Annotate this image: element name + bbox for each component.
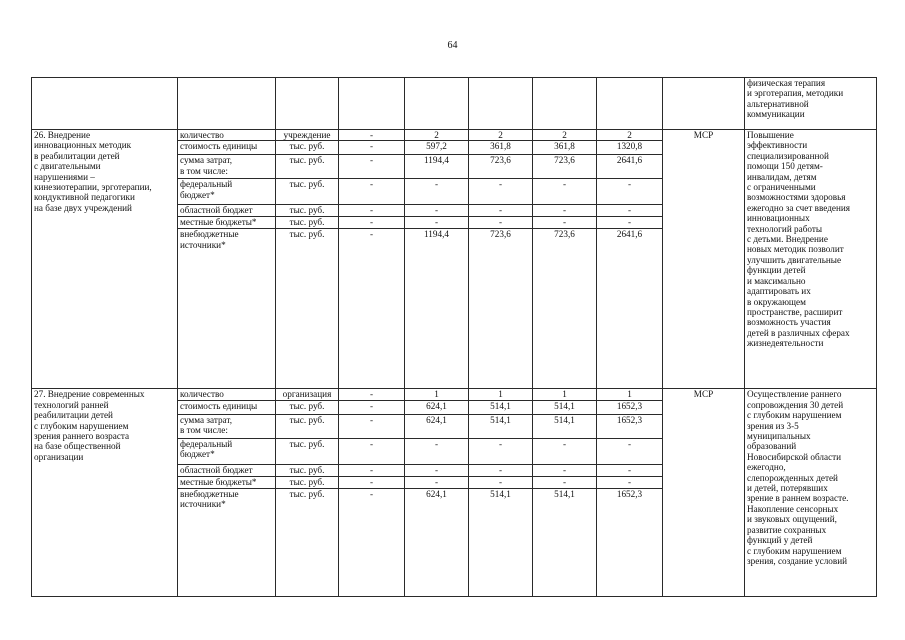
value-cell: 723,6 xyxy=(469,155,533,179)
value-cell: - xyxy=(339,476,405,488)
value-cell: 1652,3 xyxy=(597,414,663,438)
indicator-cell: федеральный бюджет* xyxy=(178,438,276,464)
continuation-row xyxy=(32,78,877,130)
value-cell: 1652,3 xyxy=(597,400,663,414)
value-cell: - xyxy=(405,464,469,476)
value-cell: - xyxy=(339,488,405,596)
value-cell: 1652,3 xyxy=(597,488,663,596)
value-cell: 514,1 xyxy=(533,414,597,438)
unit-cell: учреждение xyxy=(276,130,339,141)
empty-cell xyxy=(405,78,469,130)
empty-cell xyxy=(469,78,533,130)
value-cell: - xyxy=(339,141,405,155)
outcome-cell: Повышение эффективности специализированной помощи 150 детям- инвалидам, детям с ограниченными возможностями здоровья ежегодно за счет введения инновационных технологий работы с детьми. Внедрение новых методик позволит улучшить двигательные функции детей и максимально адаптировать их в окружающем пространстве, расширит возможность участия детей в различных сферах жизнедеятельности xyxy=(745,130,877,389)
value-cell: - xyxy=(339,400,405,414)
outcome-cell: Осуществление раннего сопровождения 30 детей с глубоким нарушением зрения из 3-5 муниципальных образований Новосибирской области ежегодно, слепорожденных детей и детей, потерявших зрение в раннем возрасте. Накопление сенсорных и звуковых ощущений, развитие сохранных функций у детей с глубоким нарушением зрения, создание условий xyxy=(745,389,877,596)
empty-cell xyxy=(663,78,745,130)
value-cell: - xyxy=(339,130,405,141)
value-cell: 1320,8 xyxy=(597,141,663,155)
value-cell: - xyxy=(597,476,663,488)
value-cell: 514,1 xyxy=(469,400,533,414)
value-cell: - xyxy=(339,414,405,438)
indicator-cell: количество xyxy=(178,389,276,400)
value-cell: 1 xyxy=(469,389,533,400)
table-body xyxy=(32,78,877,597)
indicator-cell: местные бюджеты* xyxy=(178,476,276,488)
value-cell: - xyxy=(533,205,597,217)
value-cell: - xyxy=(469,205,533,217)
value-cell: - xyxy=(339,155,405,179)
unit-cell: тыс. руб. xyxy=(276,476,339,488)
value-cell: - xyxy=(533,179,597,205)
value-cell: - xyxy=(339,229,405,389)
unit-cell: тыс. руб. xyxy=(276,179,339,205)
value-cell: 2641,6 xyxy=(597,229,663,389)
indicator-cell: местные бюджеты* xyxy=(178,217,276,229)
value-cell: 514,1 xyxy=(533,488,597,596)
value-cell: - xyxy=(339,438,405,464)
unit-cell: тыс. руб. xyxy=(276,217,339,229)
value-cell: 2 xyxy=(597,130,663,141)
value-cell: - xyxy=(405,205,469,217)
value-cell: 723,6 xyxy=(469,229,533,389)
value-cell: 723,6 xyxy=(533,155,597,179)
empty-cell xyxy=(178,78,276,130)
value-cell: - xyxy=(339,205,405,217)
executor-cell: МСР xyxy=(663,389,745,596)
indicator-cell: областной бюджет xyxy=(178,464,276,476)
value-cell: - xyxy=(597,205,663,217)
value-cell: - xyxy=(469,217,533,229)
indicator-cell: внебюджетные источники* xyxy=(178,488,276,596)
value-cell: 723,6 xyxy=(533,229,597,389)
unit-cell: тыс. руб. xyxy=(276,400,339,414)
value-cell: 624,1 xyxy=(405,400,469,414)
table-row xyxy=(32,130,877,141)
value-cell: 2 xyxy=(533,130,597,141)
value-cell: - xyxy=(469,476,533,488)
unit-cell: тыс. руб. xyxy=(276,414,339,438)
value-cell: 1194,4 xyxy=(405,229,469,389)
value-cell: 2641,6 xyxy=(597,155,663,179)
value-cell: 361,8 xyxy=(533,141,597,155)
value-cell: - xyxy=(339,389,405,400)
indicator-cell: внебюджетные источники* xyxy=(178,229,276,389)
unit-cell: тыс. руб. xyxy=(276,205,339,217)
indicator-cell: сумма затрат, в том числе: xyxy=(178,414,276,438)
empty-cell xyxy=(597,78,663,130)
unit-cell: организация xyxy=(276,389,339,400)
value-cell: 514,1 xyxy=(469,488,533,596)
empty-cell xyxy=(276,78,339,130)
unit-cell: тыс. руб. xyxy=(276,464,339,476)
value-cell: 2 xyxy=(469,130,533,141)
indicator-cell: федеральный бюджет* xyxy=(178,179,276,205)
value-cell: 1 xyxy=(597,389,663,400)
value-cell: - xyxy=(339,464,405,476)
unit-cell: тыс. руб. xyxy=(276,438,339,464)
value-cell: - xyxy=(597,438,663,464)
value-cell: - xyxy=(597,179,663,205)
value-cell: 1 xyxy=(533,389,597,400)
page-number: 64 xyxy=(447,40,458,51)
indicator-cell: сумма затрат, в том числе: xyxy=(178,155,276,179)
executor-cell: МСР xyxy=(663,130,745,389)
value-cell: - xyxy=(405,476,469,488)
value-cell: - xyxy=(597,217,663,229)
value-cell: 514,1 xyxy=(533,400,597,414)
value-cell: - xyxy=(533,464,597,476)
activity-name-cell: 27. Внедрение современных технологий ранней реабилитации детей с глубоким нарушением зрения раннего возраста на базе общественной организации xyxy=(32,389,178,596)
value-cell: 2 xyxy=(405,130,469,141)
unit-cell: тыс. руб. xyxy=(276,488,339,596)
activity-name-cell: 26. Внедрение инновационных методик в реабилитации детей с двигательными нарушениями – кинезиотерапии, эрготерапии, кондуктивной педагогики на базе двух учреждений xyxy=(32,130,178,389)
value-cell: - xyxy=(469,438,533,464)
unit-cell: тыс. руб. xyxy=(276,229,339,389)
table-row xyxy=(32,389,877,400)
value-cell: - xyxy=(405,179,469,205)
value-cell: 1194,4 xyxy=(405,155,469,179)
value-cell: - xyxy=(533,217,597,229)
indicator-cell: количество xyxy=(178,130,276,141)
empty-cell xyxy=(533,78,597,130)
value-cell: - xyxy=(469,464,533,476)
value-cell: - xyxy=(469,179,533,205)
value-cell: - xyxy=(405,438,469,464)
indicator-cell: стоимость единицы xyxy=(178,400,276,414)
value-cell: 597,2 xyxy=(405,141,469,155)
value-cell: 624,1 xyxy=(405,488,469,596)
value-cell: - xyxy=(339,217,405,229)
value-cell: - xyxy=(533,438,597,464)
value-cell: - xyxy=(405,217,469,229)
empty-cell xyxy=(32,78,178,130)
unit-cell: тыс. руб. xyxy=(276,155,339,179)
value-cell: - xyxy=(339,179,405,205)
value-cell: 624,1 xyxy=(405,414,469,438)
value-cell: 361,8 xyxy=(469,141,533,155)
empty-cell xyxy=(339,78,405,130)
program-table xyxy=(31,77,877,597)
value-cell: 1 xyxy=(405,389,469,400)
indicator-cell: областной бюджет xyxy=(178,205,276,217)
unit-cell: тыс. руб. xyxy=(276,141,339,155)
value-cell: - xyxy=(533,476,597,488)
value-cell: - xyxy=(597,464,663,476)
indicator-cell: стоимость единицы xyxy=(178,141,276,155)
outcome-cell: физическая терапия и эрготерапия, методики альтернативной коммуникации xyxy=(745,78,877,130)
value-cell: 514,1 xyxy=(469,414,533,438)
